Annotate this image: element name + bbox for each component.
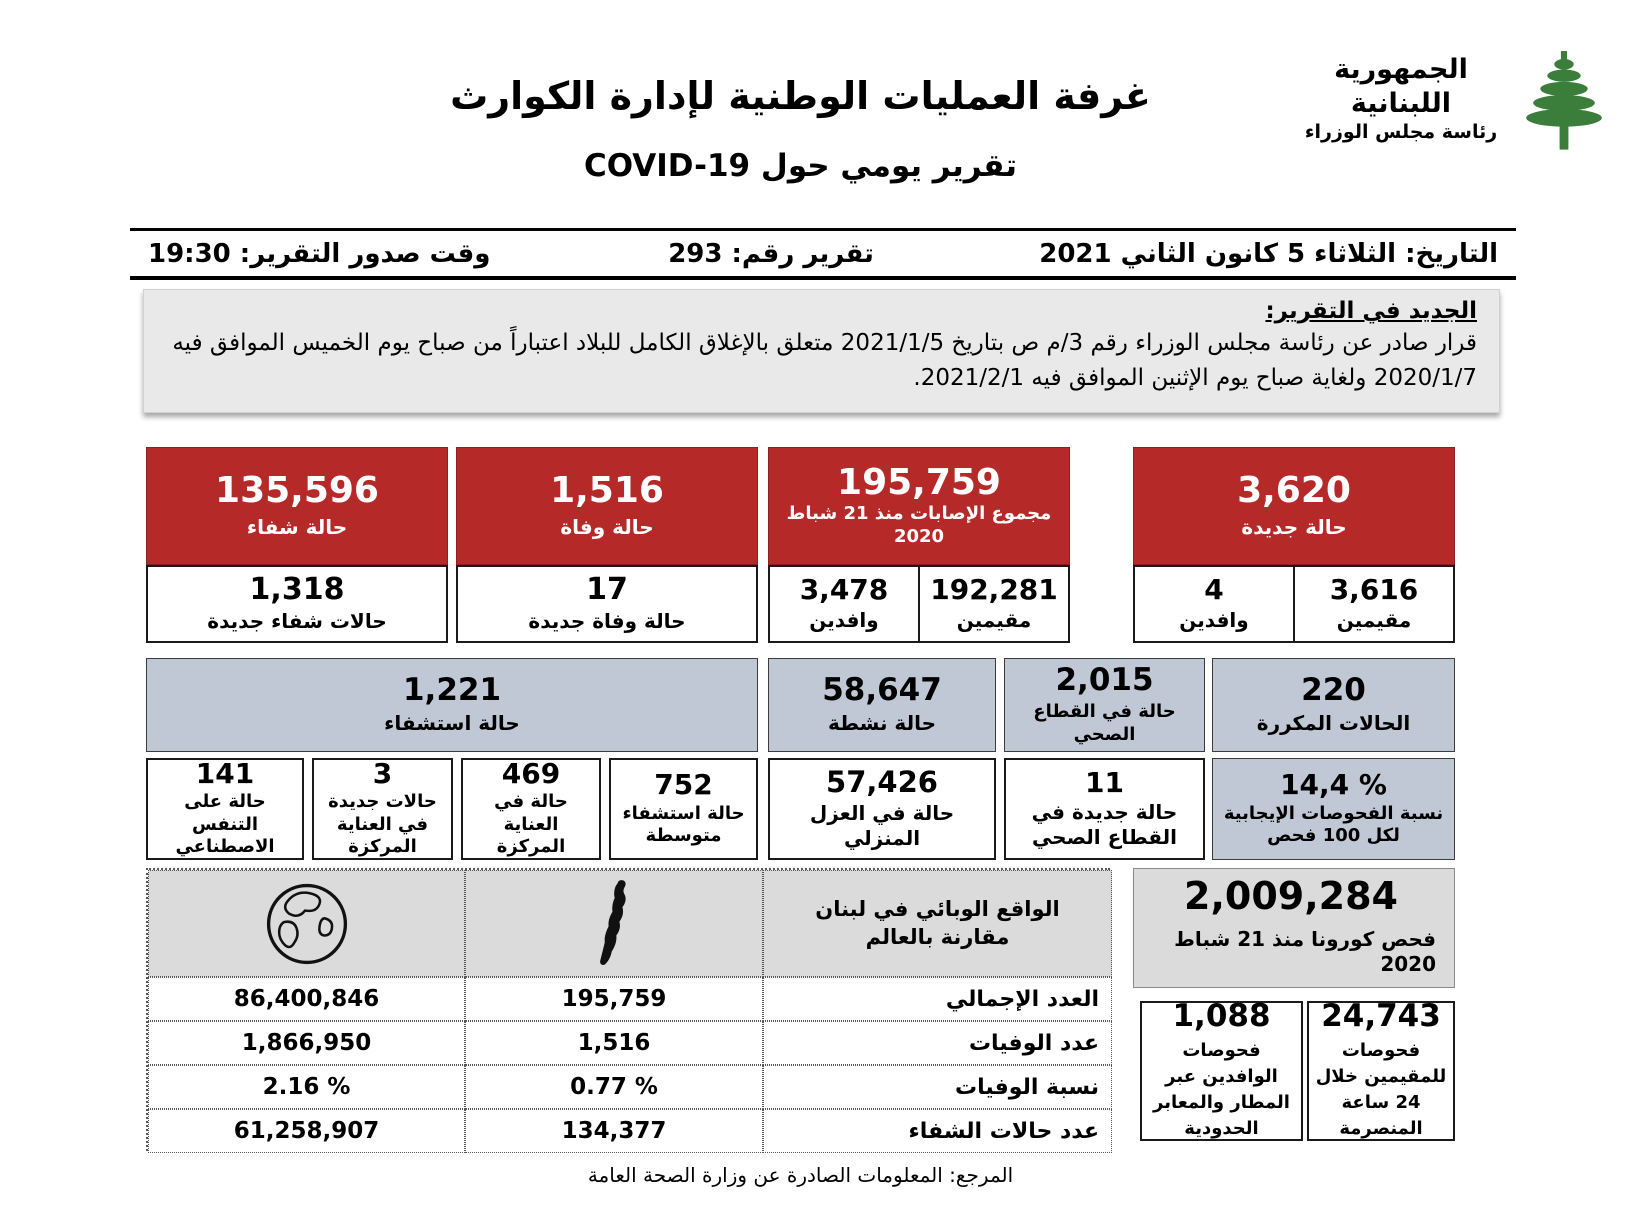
stat-card-home-isolation	[768, 758, 996, 860]
arrival-tests-value: 1,088	[1172, 997, 1271, 1034]
total-cases-value: 195,759	[837, 461, 1001, 503]
resident-tests-label: فحوصات للمقيمين خلال 24 ساعة المنصرمة	[1315, 1040, 1447, 1140]
hospitalized-label: حالة استشفاء	[384, 711, 520, 736]
report-issue-time: وقت صدور التقرير: 19:30	[147, 238, 491, 269]
total-tests-value: 2,009,284	[1184, 874, 1398, 918]
total-arrivals-label: وافدين	[809, 608, 879, 633]
logo-org-subtitle: رئاسة مجلس الوزراء	[1304, 120, 1498, 143]
recovered-label: حالة شفاء	[246, 514, 348, 539]
new-arrivals-value: 4	[1204, 572, 1224, 606]
comparison-title: الواقع الوبائي في لبنان مقارنة بالعالم	[763, 870, 1112, 977]
stat-card-new-recovered	[146, 565, 448, 643]
total-residents-value: 192,281	[930, 572, 1058, 606]
total-cases-label: مجموع الإصابات منذ 21 شباط 2020	[786, 503, 1052, 547]
news-panel	[143, 289, 1500, 413]
new-recovered-label: حالات شفاء جديدة	[207, 608, 387, 633]
arrival-tests-card	[1140, 997, 1303, 1141]
cedar-tree-icon	[1520, 44, 1608, 154]
recurrent-value: 220	[1301, 671, 1366, 708]
stat-card-recovered	[146, 447, 448, 565]
resident-tests-value: 24,743	[1321, 997, 1441, 1034]
recovered-value: 135,596	[215, 470, 379, 512]
icu-label: حالة في العناية المركزة	[494, 791, 568, 858]
new-recovered-value: 1,318	[249, 572, 345, 608]
hospitalized-value: 1,221	[402, 671, 502, 708]
stat-card-total-cases	[768, 447, 1070, 565]
health-sector-value: 2,015	[1055, 661, 1154, 698]
icu-new-value: 3	[372, 757, 393, 791]
lebanon-death-rate-value: 0.77 %	[465, 1065, 763, 1109]
lebanon-deaths-value: 1,516	[465, 1021, 763, 1065]
lebanon-map-icon	[591, 874, 637, 974]
new-deaths-value: 17	[586, 572, 628, 608]
world-recovered-value: 61,258,907	[148, 1109, 465, 1153]
deaths-label: حالة وفاة	[560, 514, 654, 539]
resident-tests-card	[1307, 997, 1455, 1141]
stat-card-new-breakdown	[1133, 565, 1455, 643]
ventilated-label: حالة على التنفس الاصطناعي	[175, 791, 275, 858]
recurrent-label: الحالات المكررة	[1256, 711, 1411, 736]
positivity-label: نسبة الفحوصات الإيجابية لكل 100 فحص	[1223, 802, 1444, 847]
stat-card-health-sector	[1004, 658, 1205, 752]
stat-card-moderate	[609, 758, 758, 860]
stat-card-positivity	[1212, 758, 1455, 860]
stat-card-icu	[461, 758, 601, 860]
report-date: التاريخ: الثلاثاء 5 كانون الثاني 2021	[1039, 238, 1498, 269]
world-deaths-value: 1,866,950	[148, 1021, 465, 1065]
stat-card-icu-new	[312, 758, 453, 860]
icu-new-label: حالات جديدة في العناية المركزة	[328, 791, 437, 858]
comparison-table	[146, 868, 1110, 1151]
report-number: تقرير رقم: 293	[668, 238, 874, 269]
ventilated-value: 141	[195, 757, 255, 791]
stat-card-hospitalized	[146, 658, 758, 752]
world-total-value: 86,400,846	[148, 977, 465, 1021]
row-label-death-rate: نسبة الوفيات	[763, 1065, 1112, 1109]
globe-icon	[259, 876, 355, 972]
total-arrivals-cell	[770, 567, 918, 641]
new-cases-label: حالة جديدة	[1241, 514, 1347, 539]
stat-card-health-sector-new	[1004, 758, 1205, 860]
lebanon-header-cell	[465, 870, 763, 977]
meta-bar	[130, 228, 1516, 280]
deaths-value: 1,516	[550, 470, 664, 512]
stat-card-ventilated	[146, 758, 304, 860]
reference-note: المرجع: المعلومات الصادرة عن وزارة الصحة العامة	[587, 1163, 1014, 1187]
row-label-total: العدد الإجمالي	[763, 977, 1112, 1021]
active-label: حالة نشطة	[828, 711, 936, 736]
lebanon-total-value: 195,759	[465, 977, 763, 1021]
home-isolation-label: حالة في العزل المنزلي	[809, 801, 955, 851]
stat-card-recurrent	[1212, 658, 1455, 752]
total-tests-label: فحص كورونا منذ 21 شباط 2020	[1174, 927, 1436, 976]
health-sector-new-label: حالة جديدة في القطاع الصحي	[1031, 800, 1178, 850]
health-sector-new-value: 11	[1085, 765, 1124, 799]
new-arrivals-label: وافدين	[1179, 608, 1249, 633]
moderate-label: حالة استشفاء متوسطة	[622, 802, 745, 847]
new-residents-label: مقيمين	[1336, 608, 1412, 633]
new-residents-cell	[1293, 567, 1453, 641]
world-header-cell	[148, 870, 465, 977]
news-body: قرار صادر عن رئاسة مجلس الوزراء رقم 3/م ص بتاريخ 2021/1/5 متعلق بالإغلاق الكامل للبلاد اعتباراً من صباح يوم الخميس الموافق فيه 2020/1/7 ولغاية صباح يوم الإثنين الموافق فيه 2021/2/1.	[172, 330, 1477, 391]
row-label-deaths: عدد الوفيات	[763, 1021, 1112, 1065]
row-label-recovered: عدد حالات الشفاء	[763, 1109, 1112, 1153]
stat-card-new-cases	[1133, 447, 1455, 565]
home-isolation-value: 57,426	[826, 764, 938, 799]
new-cases-value: 3,620	[1237, 470, 1351, 512]
stat-card-new-deaths	[456, 565, 758, 643]
total-residents-cell	[918, 567, 1068, 641]
total-residents-label: مقيمين	[956, 608, 1032, 633]
stat-card-active	[768, 658, 996, 752]
world-death-rate-value: 2.16 %	[148, 1065, 465, 1109]
new-deaths-label: حالة وفاة جديدة	[528, 608, 686, 633]
arrival-tests-label: فحوصات الوافدين عبر المطار والمعابر الحدودية	[1153, 1040, 1290, 1140]
stat-card-total-breakdown	[768, 565, 1070, 643]
stat-card-deaths	[456, 447, 758, 565]
page-subtitle: تقرير يومي حول COVID-19	[584, 148, 1017, 184]
new-residents-value: 3,616	[1329, 572, 1419, 606]
positivity-value: 14,4 %	[1280, 768, 1387, 802]
new-arrivals-cell	[1135, 567, 1293, 641]
moderate-value: 752	[654, 768, 713, 802]
logo-org-name: الجمهورية اللبنانية	[1334, 54, 1468, 120]
page-title: غرفة العمليات الوطنية لإدارة الكوارث	[450, 74, 1151, 118]
health-sector-label: حالة في القطاع الصحي	[1033, 701, 1176, 745]
news-heading: الجديد في التقرير:	[1265, 298, 1477, 324]
active-value: 58,647	[822, 671, 942, 708]
icu-value: 469	[501, 757, 561, 791]
total-tests-card	[1133, 868, 1455, 988]
lebanon-recovered-value: 134,377	[465, 1109, 763, 1153]
total-arrivals-value: 3,478	[799, 572, 889, 606]
